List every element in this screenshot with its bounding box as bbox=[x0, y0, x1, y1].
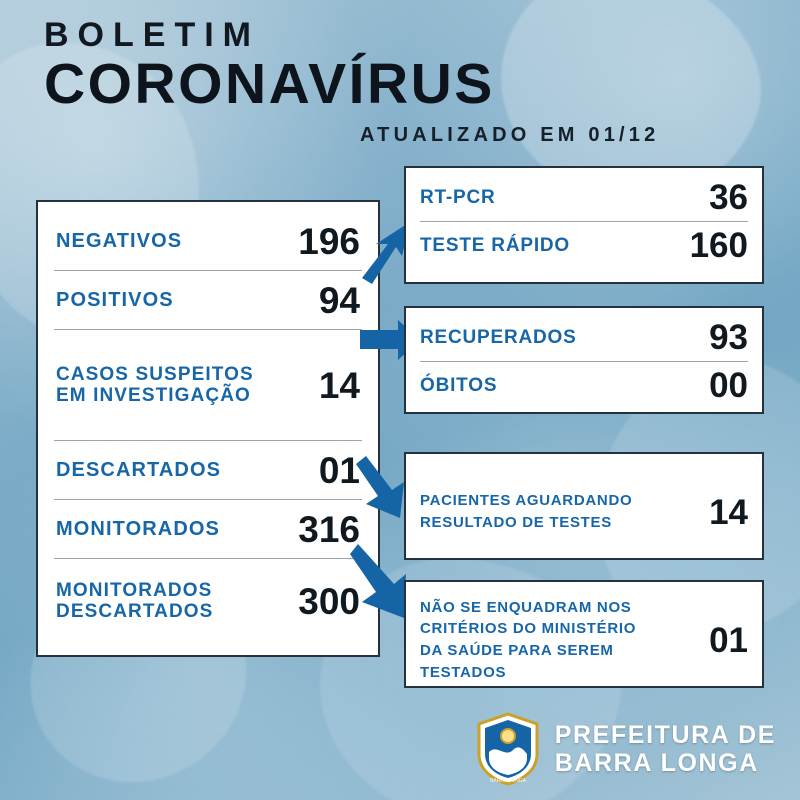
table-row bbox=[420, 362, 748, 409]
stat-label: RECUPERADOS bbox=[420, 326, 577, 348]
stat-value: 14 bbox=[318, 364, 360, 406]
table-row bbox=[420, 222, 748, 269]
table-row bbox=[54, 330, 362, 441]
brand-line-1: PREFEITURA DE bbox=[554, 721, 776, 749]
stat-label: NÃO SE ENQUADRAM NOS CRITÉRIOS DO MINISTÉRIO DA SAÚDE PARA SEREM TESTADOS bbox=[420, 598, 637, 681]
stat-label: RT-PCR bbox=[420, 186, 496, 208]
table-row bbox=[54, 271, 362, 330]
brand-line-2: BARRA LONGA bbox=[554, 749, 759, 777]
stat-label: MONITORADOS DESCARTADOS bbox=[56, 579, 214, 622]
outcomes-box bbox=[404, 306, 764, 414]
stat-value: 01 bbox=[709, 620, 748, 660]
stat-label: DESCARTADOS bbox=[56, 458, 222, 481]
stat-label: ÓBITOS bbox=[420, 374, 498, 396]
crest-caption: BARRA LONGA bbox=[489, 778, 526, 784]
stat-value: 300 bbox=[298, 580, 360, 622]
awaiting-results-box bbox=[404, 452, 764, 560]
stat-value: 01 bbox=[318, 449, 360, 491]
table-row bbox=[54, 559, 362, 643]
table-row bbox=[54, 441, 362, 500]
tests-breakdown-box bbox=[404, 166, 764, 284]
city-crest-icon bbox=[475, 712, 541, 786]
poster-header bbox=[44, 18, 764, 147]
stat-value: 196 bbox=[298, 220, 360, 262]
stat-label: POSITIVOS bbox=[56, 288, 174, 311]
brand-name bbox=[555, 721, 776, 777]
stat-value: 316 bbox=[298, 508, 360, 550]
stat-label: TESTE RÁPIDO bbox=[420, 234, 571, 256]
stat-value: 94 bbox=[318, 279, 360, 321]
stat-value: 00 bbox=[709, 366, 748, 405]
stat-label: PACIENTES AGUARDANDO RESULTADO DE TESTES bbox=[420, 492, 633, 531]
stat-value: 14 bbox=[709, 492, 748, 532]
header-line-boletim: BOLETIM bbox=[44, 16, 260, 54]
table-row bbox=[420, 314, 748, 362]
not-meeting-criteria-box bbox=[404, 580, 764, 688]
table-row bbox=[54, 500, 362, 559]
table-row bbox=[420, 592, 748, 688]
stat-label: MONITORADOS bbox=[56, 517, 220, 540]
stat-value: 160 bbox=[689, 226, 748, 265]
stat-label: NEGATIVOS bbox=[56, 229, 183, 252]
table-row bbox=[420, 174, 748, 222]
page-title: CORONAVÍRUS bbox=[44, 52, 495, 116]
header-updated-date: ATUALIZADO EM 01/12 bbox=[360, 123, 660, 146]
stat-value: 36 bbox=[709, 178, 748, 217]
footer-brand bbox=[475, 712, 776, 786]
stat-value: 93 bbox=[709, 318, 748, 357]
table-row bbox=[420, 464, 748, 560]
table-row bbox=[54, 212, 362, 271]
main-statistics-panel bbox=[36, 200, 380, 657]
stat-label: CASOS SUSPEITOS EM INVESTIGAÇÃO bbox=[56, 363, 254, 406]
